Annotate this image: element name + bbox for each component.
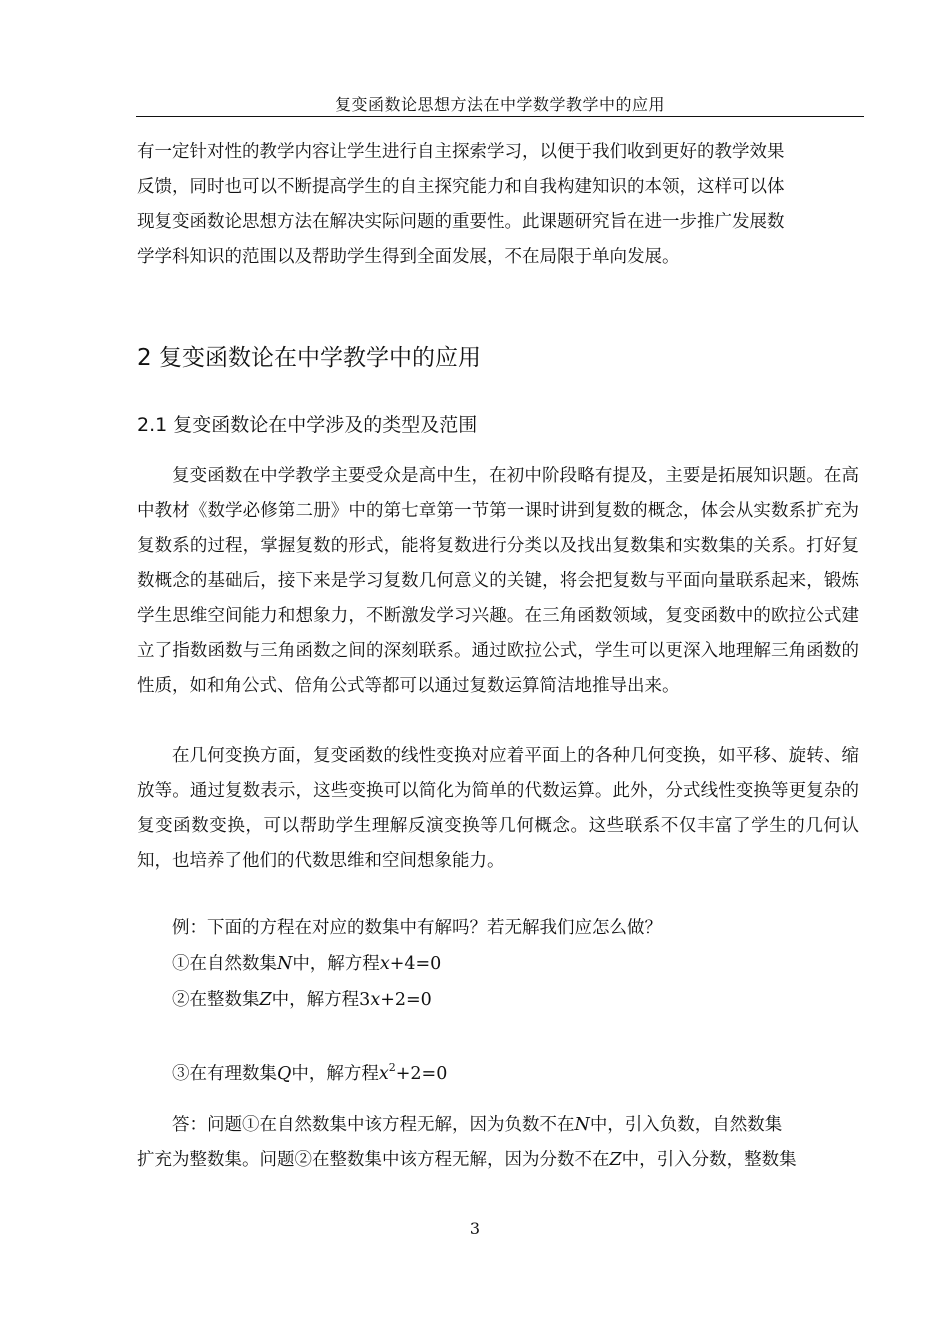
paragraph-text: 在几何变换方面，复变函数的线性变换对应着平面上的各种几何变换，如平移、旋转、缩放等。通过复数表示，这些变换可以简化为简单的代数运算。此外，分式线性变换等更复杂的复变函数变换，可以帮助学生理解反演变换等几何概念。这些联系不仅丰富了学生的几何认知，也培养了他们的代数思维和空间想象能力。 (137, 746, 859, 871)
body-paragraph-1 (137, 459, 859, 704)
header-rule (136, 116, 864, 117)
variable: x (378, 1064, 389, 1084)
set-symbol: N (574, 1115, 590, 1135)
exponent: 2 (388, 1061, 396, 1074)
answer-text: 答：问题①在自然数集中该方程无解，因为负数不在 (172, 1115, 575, 1135)
answer-text: 扩充为整数集。问题②在整数集中该方程无解，因为分数不在 (137, 1150, 610, 1170)
equation-rest: +2=0 (395, 1064, 448, 1084)
answer-paragraph (137, 1108, 859, 1178)
page-number: 3 (469, 1219, 481, 1238)
intro-paragraph (137, 135, 859, 275)
coefficient: 3 (359, 990, 371, 1010)
equation-rest: +2=0 (380, 990, 432, 1010)
example-question: 例：下面的方程在对应的数集中有解吗？若无解我们应怎么做？ (172, 918, 662, 938)
answer-line (137, 1108, 859, 1143)
item-label: ②在整数集 (172, 990, 260, 1010)
set-symbol: N (277, 954, 293, 974)
set-symbol: Z (609, 1150, 622, 1170)
intro-line: 学学科知识的范围以及帮助学生得到全面发展，不在局限于单向发展。 (137, 247, 680, 267)
example-item-3 (172, 1060, 447, 1085)
intro-line: 有一定针对性的教学内容让学生进行自主探索学习，以便于我们收到更好的教学效果 (137, 142, 785, 162)
variable: x (379, 954, 390, 974)
body-paragraph-2 (137, 739, 859, 879)
example-item-1 (172, 950, 441, 975)
variable: x (370, 990, 381, 1010)
set-symbol: Z (259, 990, 272, 1010)
answer-text: 中，引入分数，整数集 (621, 1150, 797, 1170)
running-header: 复变函数论思想方法在中学数学教学中的应用 (334, 95, 665, 114)
intro-line: 现复变函数论思想方法在解决实际问题的重要性。此课题研究旨在进一步推广发展数 (137, 212, 785, 232)
set-symbol: Q (277, 1064, 292, 1084)
item-label: ①在自然数集 (172, 954, 277, 974)
answer-text: 中，引入负数，自然数集 (589, 1115, 783, 1135)
item-text: 中，解方程 (291, 1064, 379, 1084)
subsection-heading: 2.1 复变函数论在中学涉及的类型及范围 (137, 414, 478, 436)
intro-line: 反馈，同时也可以不断提高学生的自主探究能力和自我构建知识的本领，这样可以体 (137, 177, 785, 197)
section-heading: 2 复变函数论在中学教学中的应用 (137, 345, 481, 371)
example-item-2 (172, 986, 432, 1011)
paragraph-text: 复变函数在中学教学主要受众是高中生，在初中阶段略有提及，主要是拓展知识题。在高中教材《数学必修第二册》中的第七章第一节第一课时讲到复数的概念，体会从实数系扩充为复数系的过程，掌握复数的形式，能将复数进行分类以及找出复数集和实数集的关系。打好复数概念的基础后，接下来是学习复数几何意义的关键，将会把复数与平面向量联系起来，锻炼学生思维空间能力和想象力，不断激发学习兴趣。在三角函数领域，复变函数中的欧拉公式建立了指数函数与三角函数之间的深刻联系。通过欧拉公式，学生可以更深入地理解三角函数的性质，如和角公式、倍角公式等都可以通过复数运算简洁地推导出来。 (137, 466, 859, 696)
answer-line (137, 1143, 859, 1178)
equation-rest: +4=0 (389, 954, 442, 974)
item-text: 中，解方程 (292, 954, 380, 974)
item-text: 中，解方程 (271, 990, 360, 1010)
item-label: ③在有理数集 (172, 1064, 277, 1084)
